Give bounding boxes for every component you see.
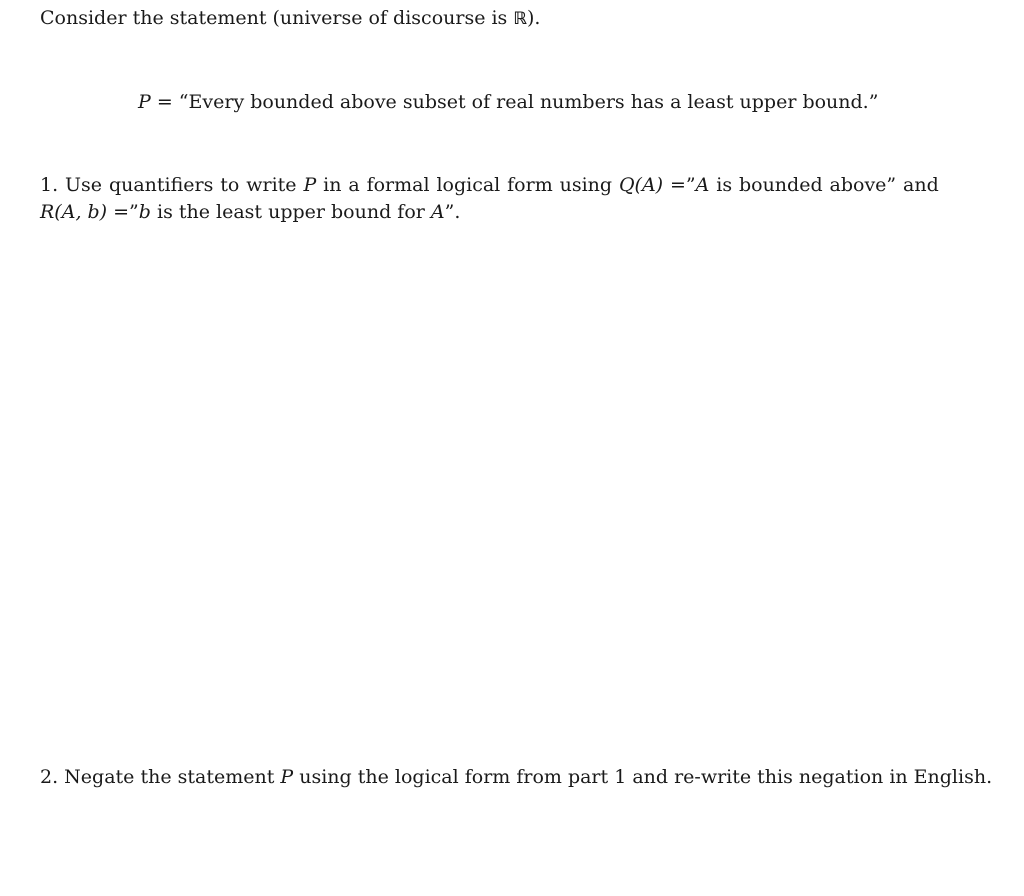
q1-word: is [716, 174, 733, 196]
q1-word: and [903, 174, 939, 196]
q1-variable-a: A [430, 201, 445, 223]
q1-word: bounded [738, 174, 823, 196]
statement-variable: P [138, 91, 151, 113]
question-2 [40, 765, 992, 789]
real-numbers-symbol: ℝ [513, 9, 527, 29]
question-1-line-1 [40, 173, 939, 197]
q1-predicate-r: R(A, b) [40, 201, 108, 223]
statement-equals: = [150, 91, 179, 113]
q1-equals: =” [107, 201, 139, 223]
q1-word: logical [436, 174, 501, 196]
question-2-number: 2. [40, 766, 59, 788]
q1-r-text: is the least upper bound for [150, 201, 431, 223]
q2-variable-p: P [280, 766, 294, 788]
q1-variable-b: b [138, 201, 151, 223]
question-1-line-2 [40, 200, 460, 224]
q1-word: to [220, 174, 240, 196]
question-1-number: 1. [40, 174, 59, 196]
q1-word: in [323, 174, 342, 196]
q1-variable-p: P [303, 174, 317, 196]
q2-text: Negate the statement [58, 766, 281, 788]
q1-predicate-q: Q(A) [618, 174, 664, 196]
q1-equals: =” [669, 174, 696, 196]
q1-end: ”. [444, 201, 461, 223]
intro-sentence [40, 6, 540, 31]
q1-word: a [348, 174, 360, 196]
q1-word: write [246, 174, 297, 196]
q1-variable-a: A [695, 174, 710, 196]
q1-word: formal [366, 174, 430, 196]
intro-text: Consider the statement (universe of discourse is [40, 7, 514, 29]
q1-word: using [559, 174, 613, 196]
q1-word: Use [65, 174, 103, 196]
q1-word: quantifiers [108, 174, 214, 196]
intro-end: ). [526, 7, 541, 29]
q2-text-end: using the logical form from part 1 and re-write this negation in English. [293, 766, 993, 788]
q1-word: above” [829, 174, 897, 196]
q1-word: form [507, 174, 553, 196]
statement-p [138, 90, 878, 114]
statement-quote: “Every bounded above subset of real numbers has a least upper bound.” [178, 91, 879, 113]
